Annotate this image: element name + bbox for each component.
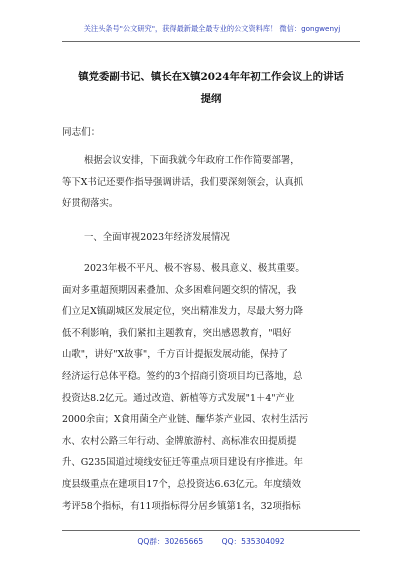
text-line: 经济运行总体平稳。签约的3个招商引资项目均已落地，总 [62, 370, 303, 382]
title-line: 提纲 [200, 93, 222, 105]
text-line: 们立足X镇副城区发展定位，突出精准发力，尽最大努力降 [62, 306, 304, 318]
text-line: 根据会议安排，下面我就今年政府工作作简要部署， [84, 155, 300, 166]
text-line: 考评58个指标，有11项指标得分居乡镇第1名，32项指标 [62, 500, 301, 512]
text-line: 好贯彻落实。 [62, 198, 119, 210]
header-banner: 关注头条号"公文研究"，获得最新最全最专业的公文资料库！ 微信：gongwenyj [83, 24, 341, 33]
text-line: 升、G235国道过境线安征迁等重点项目建设有序推进。年 [62, 457, 304, 469]
text-line: 低不利影响，我们紧扣主题教育，突出感恩教育，"唱好 [62, 327, 292, 339]
title-line: 镇党委副书记、镇长在X镇2024年年初工作会议上的讲话 [78, 71, 344, 83]
header-divider [62, 41, 360, 42]
text-line: 等下X书记还要作指导强调讲话，我们要深刻领会，认真抓 [62, 176, 304, 188]
text-line: 山歌"，讲好"X故事"，千方百计提振发展动能，保持了 [62, 349, 288, 361]
paragraph-review [62, 258, 358, 517]
text-line: 水、农村公路三年行动、金牌旅游村、高标准农田提质提 [62, 435, 297, 447]
document-title [62, 66, 360, 110]
footer-contacts [62, 536, 360, 547]
text-line: 面对多重超预期因素叠加、众多困难问题交织的情况，我 [62, 284, 297, 296]
salutation: 同志们： [62, 127, 101, 138]
footer-divider [62, 530, 360, 531]
text-line: 2000余亩；X食用菌全产业链、酾华茶产业园、农村生活污 [62, 414, 309, 426]
qq-number: QQ：535304092 [221, 537, 285, 546]
paragraph-intro [62, 150, 358, 215]
section-heading [62, 227, 358, 249]
section-heading-text: 一、全面审视2023年经济发展情况 [84, 232, 230, 243]
qq-group: QQ群：30265665 [137, 537, 204, 546]
text-line: 度县级重点在建项目17个，总投资达6.63亿元。年度绩效 [62, 478, 302, 490]
text-line: 2023年极不平凡、极不容易、极具意义、极其重要。 [84, 263, 305, 274]
text-line: 投资达8.2亿元。通过改造、新植等方式发展"1＋4"产业 [62, 392, 295, 404]
